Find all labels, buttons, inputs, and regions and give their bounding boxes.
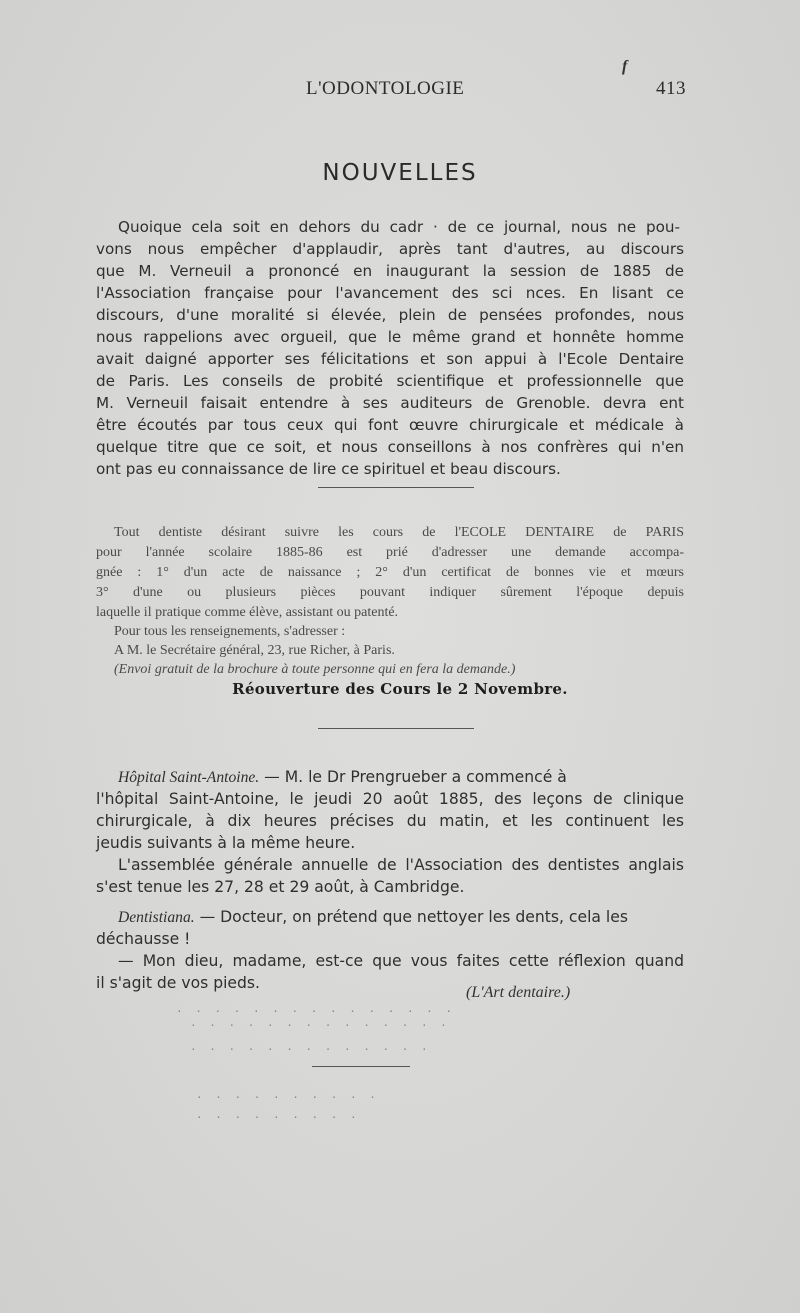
bleed-through-dots: . . . . . . . . . . . . . . . — [176, 1002, 456, 1015]
paragraph-line: discours, d'une moralité si élevée, plein de pensées profondes, nous — [96, 306, 684, 324]
dentistiana-text: — Docteur, on prétend que nettoyer les dents, cela les — [194, 908, 628, 926]
news-line: — Mon dieu, madame, est-ce que vous faites cette réflexion quand — [118, 952, 684, 970]
paragraph-line: de Paris. Les conseils de probité scientifique et professionnelle que — [96, 372, 684, 390]
paragraph-line: Quoique cela soit en dehors du cadr · de ce journal, nous ne pou- — [118, 218, 680, 236]
notice-line: laquelle il pratique comme élève, assistant ou patenté. — [96, 605, 399, 620]
bleed-through-dots: . . . . . . . . . — [196, 1108, 360, 1121]
notice-line: Tout dentiste désirant suivre les cours de l'ECOLE DENTAIRE de PARIS — [114, 525, 684, 540]
reopening-announcement: Réouverture des Cours le 2 Novembre. — [232, 680, 568, 698]
news-line — [118, 908, 684, 927]
notice-line: 3° d'une ou plusieurs pièces pouvant indiquer sûrement l'époque depuis — [96, 585, 684, 600]
running-title: L'ODONTOLOGIE — [306, 78, 465, 99]
bleed-through-dots: . . . . . . . . . . . . . . — [190, 1016, 450, 1029]
notice-line: gnée : 1° d'un acte de naissance ; 2° d'un certificat de bonnes vie et mœurs — [96, 565, 684, 580]
paragraph-line: nous rappelions avec orgueil, que le même grand et honnête homme — [96, 328, 684, 346]
paragraph-line: ont pas eu connaissance de lire ce spirituel et beau discours. — [96, 460, 561, 478]
dentistiana-label: Dentistiana. — [118, 909, 195, 926]
paragraph-line: M. Verneuil faisait entendre à ses auditeurs de Grenoble. devra ent — [96, 394, 684, 412]
divider-rule — [312, 1066, 410, 1067]
news-line: jeudis suivants à la même heure. — [96, 834, 356, 852]
notice-line: A M. le Secrétaire général, 23, rue Richer, à Paris. — [114, 643, 395, 658]
news-line: il s'agit de vos pieds. — [96, 974, 260, 992]
paragraph-line: que M. Verneuil a prononcé en inaugurant la session de 1885 de — [96, 262, 684, 280]
divider-rule — [318, 487, 474, 488]
page-number: 413 — [656, 78, 686, 99]
divider-rule — [318, 728, 474, 729]
news-line: chirurgicale, à dix heures précises du matin, et les continuent les — [96, 812, 684, 830]
news-line: L'assemblée générale annuelle de l'Association des dentistes anglais — [118, 856, 684, 874]
news-line: s'est tenue les 27, 28 et 29 août, à Cambridge. — [96, 878, 465, 896]
notice-line: (Envoi gratuit de la brochure à toute personne qui en fera la demande.) — [114, 662, 516, 677]
hospital-text: — M. le Dr Prengrueber a commencé à — [259, 768, 567, 786]
page-mark: f — [622, 58, 628, 75]
paragraph-line: être écoutés par tous ceux qui font œuvre chirurgicale et médicale à — [96, 416, 684, 434]
paragraph-line: quelque titre que ce soit, et nous conseillons à nos confrères qui n'en — [96, 438, 684, 456]
bleed-through-dots: . . . . . . . . . . . . . — [190, 1040, 431, 1053]
section-title: NOUVELLES — [322, 160, 478, 186]
paragraph-line: vons nous empêcher d'applaudir, après tant d'autres, au discours — [96, 240, 684, 258]
news-line: déchausse ! — [96, 930, 191, 948]
source-citation: (L'Art dentaire.) — [466, 984, 571, 1001]
notice-line: Pour tous les renseignements, s'adresser : — [114, 624, 346, 639]
hospital-label: Hôpital Saint-Antoine. — [118, 769, 260, 786]
bleed-through-dots: . . . . . . . . . . — [196, 1088, 379, 1101]
paragraph-line: l'Association française pour l'avancement des sci nces. En lisant ce — [96, 284, 684, 302]
news-line — [118, 768, 684, 787]
news-line: l'hôpital Saint-Antoine, le jeudi 20 août 1885, des leçons de clinique — [96, 790, 684, 808]
paragraph-line: avait daigné apporter ses félicitations et son appui à l'Ecole Dentaire — [96, 350, 684, 368]
notice-line: pour l'année scolaire 1885-86 est prié d'adresser une demande accompa- — [96, 545, 684, 560]
